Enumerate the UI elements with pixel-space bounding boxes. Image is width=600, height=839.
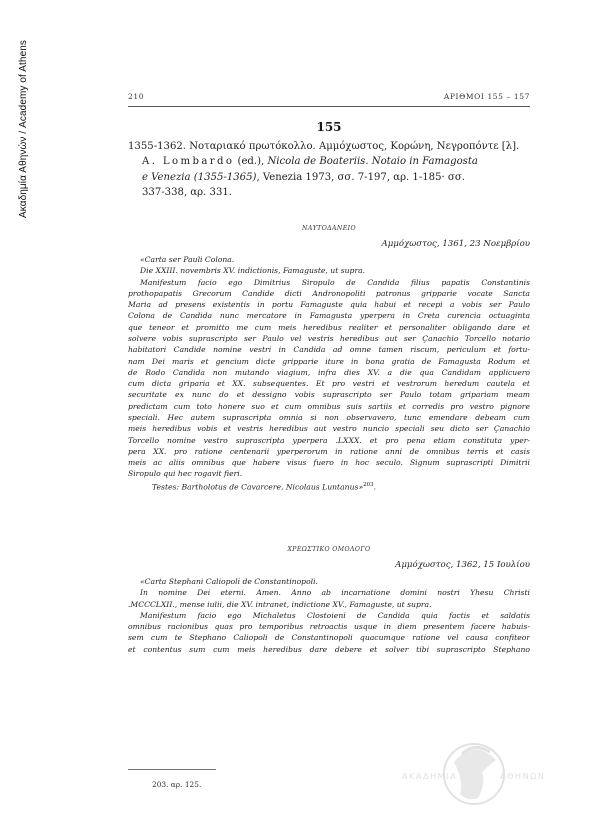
- witness-end: .: [373, 482, 377, 492]
- text-line: «Carta ser Pauli Colona.: [140, 255, 235, 264]
- text-line: Manifestum facio ego Dimitrius Siropulo de Candida filius papatis Constantinis: [140, 277, 530, 287]
- watermark-left-text: ΑΚΑΔΗΜΙΑ: [402, 772, 458, 781]
- citation-title-part2: e Venezia (1355-1365): [142, 171, 257, 183]
- text-line: Colona de Candida nunc mercatore in Famagusta yperpera in Creta curencia octuaginta: [128, 311, 530, 321]
- citation-publication: , Venezia 1973, σσ. 7-197, αρ. 1-185· σσ.: [256, 171, 465, 183]
- text-line: «Carta Stephani Caliopoli de Constantinopoli.: [140, 577, 318, 586]
- text-line: cum dicta griparia et XX. subsequentes. Et pro vestri et vestrorum heredum cautela et: [128, 379, 530, 389]
- citation-line-3: [128, 170, 530, 185]
- citation-line-4: 337-338, αρ. 331.: [142, 186, 233, 198]
- text-line: predictam cum toto honere suo et cum omnibus suis sartiis et corredis pro vestro pignore: [128, 401, 530, 411]
- text-line: In nomine Dei eterni. Amen. Anno ab incarnatione domini nostri Yhesu Christi: [140, 588, 530, 598]
- text-line: Manifestum facio ego Michaletus Clostoieni de Candida quia factis et saldatis: [140, 610, 530, 620]
- text-line: nam Dei maris et gencium dicte gripparie iture in bona gratia de Famagusta Rodum et: [128, 356, 530, 366]
- text-line: Maria ad presens existentis in portu Famaguste quia habui et recepi a vobis ser Paulo: [128, 300, 530, 310]
- text-line: Siropulo qui hec rogavit fieri.: [128, 469, 243, 479]
- section-2-title: ΧΡΕΩΣΤΙΚΟ ΟΜΟΛΟΓΟ: [287, 546, 371, 553]
- citation-line-2: [128, 154, 530, 169]
- citation: [128, 139, 530, 200]
- text-line: Die XXIII. novembris XV. indictionis, Famaguste, ut supra.: [140, 266, 366, 276]
- watermark-right-text: ΑΘΗΝΩΝ: [500, 772, 546, 781]
- footnote-rule: [128, 769, 216, 770]
- text-line: .MCCCLXII., mense iulii, die XV. intranet, indictione XV., Famaguste, ut supra.: [128, 599, 432, 609]
- footnote: 203. αρ. 125.: [152, 780, 202, 789]
- citation-line-1: 1355-1362. Νοταριακό πρωτόκολλο. Αμμόχωστος, Κορώνη, Νεγροπόντε [λ].: [128, 141, 520, 152]
- running-head: [128, 92, 530, 101]
- text-line: meis heredibus vobis et vestris heredibus aut vestro nuncio speciali seu dicto ser Çanachio: [128, 424, 530, 434]
- academy-watermark: [402, 732, 552, 822]
- text-line: speciali. Hec autem suprascripta omnia si non observavero, tunc emendare debeam cum: [128, 412, 530, 422]
- text-line: que teneor et promitto me cum meis heredibus realiter et personaliter obligando dare et: [128, 322, 530, 332]
- text-line: habitatori Candide nomine vestri in Candida ad omne tamen riscum, periculum et fortu-: [128, 345, 530, 355]
- text-line: solvere vobis suprascripto ser Paulo vel vestris heredibus aut ser Çanachio Torcello notario: [128, 333, 530, 343]
- section-1-place-date: Αμμόχωστος, 1361, 23 Νοεμβρίου: [381, 239, 530, 249]
- citation-title-part1: Nicola de Boateriis. Notaio in Famagosta: [267, 156, 478, 168]
- footnote-ref: 203: [363, 481, 374, 488]
- citation-editor: A. Lombardo: [142, 156, 235, 168]
- text-line: meis ac aliis omnibus que habere visus fuero in hoc seculo. Signum suprascripti Dimitrii: [128, 458, 530, 468]
- text-line: omnibus racionibus quas pro temporibus retroactis usque in diem presentem facere habuis-: [128, 622, 530, 632]
- section-1-title: ΝΑΥΤΟΔΑΝΕΙΟ: [302, 225, 356, 232]
- text-line: Torcello nomine vestro suprascripta yperpera .LXXX. et pro pena etiam constituta yper-: [128, 435, 530, 445]
- section-1-text: [128, 254, 530, 492]
- section-2-place-date: Αμμόχωστος, 1362, 15 Ιουλίου: [395, 560, 530, 570]
- side-credit: Ακαδημία Αθηνών / Academy of Athens: [18, 40, 29, 219]
- text-line: de Rodo Candida non mutando viagium, infra dies XV. a die qua Candidam applicuero: [128, 367, 530, 377]
- section-2-text: [128, 576, 530, 655]
- witness-line: [128, 480, 530, 493]
- header-rule: [128, 106, 530, 107]
- text-line: prothopapatis Grecorum Candide dicti Andronopoliti patronus gripparie vocate Sancta: [128, 288, 530, 298]
- running-title: ΑΡΙΘΜΟΙ 155 – 157: [443, 92, 530, 101]
- text-line: sem cum te Stephano Caliopoli de Constantinopoli quacumque ratione vel causa confiteor: [128, 633, 530, 643]
- text-line: et contentus sum cum meis heredibus dare debere et solver tibi suprascripto Stephano: [128, 644, 530, 654]
- witness-text: Testes: Bartholotus de Cavarcere, Nicolaus Luntanus»: [152, 482, 364, 492]
- text-line: pera XX. pro ratione centenarii yperperorum in ratione anni de omnibus terris et casis: [128, 446, 530, 456]
- citation-ed: (ed.),: [234, 156, 268, 168]
- text-line: securitate ex nunc do et dessigno vobis suprascripto ser Paulo totam gripariam meam: [128, 390, 530, 400]
- document-number: 155: [316, 120, 342, 134]
- page-number: 210: [128, 92, 145, 101]
